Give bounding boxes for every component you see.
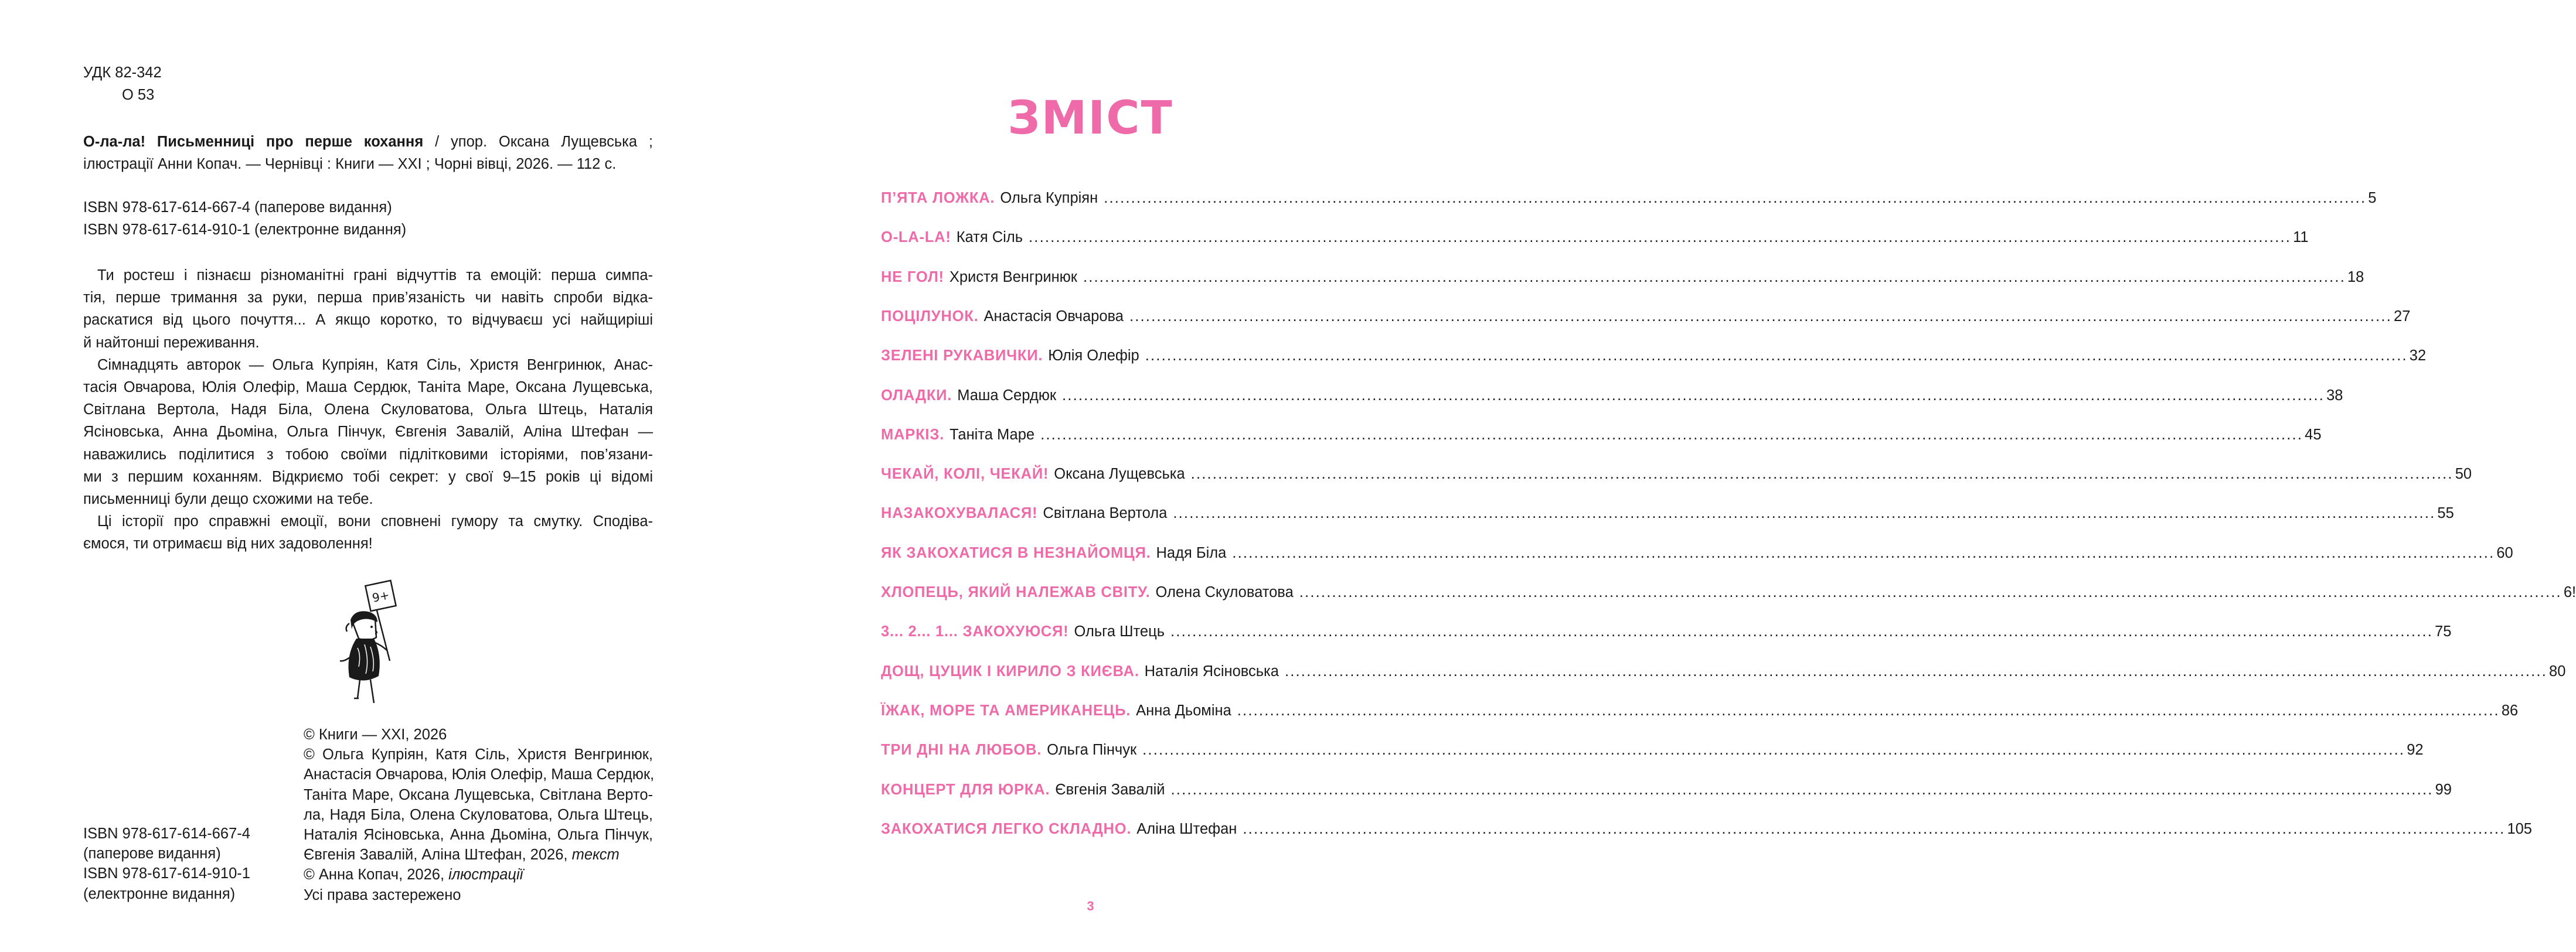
annotation-line: тасія Овчарова, Юлія Олефір, Маша Сердюк, Таніта Маре, Оксана Лущевська, [83, 379, 653, 396]
annotation-line: наважились поділитися з тобою своїми підлітковими історіями, пов’язани- [83, 446, 653, 463]
copyright-block [304, 725, 653, 905]
publisher-info: ілюстрації Анни Копач. — Чернівці : Книги — XXI ; Чорні вівці, 2026. — 112 с. [83, 156, 617, 172]
toc-entry[interactable] [881, 384, 2343, 407]
toc-heading: ЗМІСТ [1008, 92, 1173, 145]
copyright-line: © Ольга Купріян, Катя Сіль, Христя Венгринюк, [304, 746, 653, 763]
toc-entry-author: Аліна Штефан [1136, 820, 1237, 837]
toc-entry-page: 18 [2347, 268, 2364, 285]
toc-entry-author: Ольга Купріян [1000, 190, 1098, 206]
toc-entry-title: МАРКІЗ. [881, 426, 944, 443]
annotation-line: Ясіновська, Анна Дьоміна, Ольга Пінчук, Євгенія Завалій, Аліна Штефан — [83, 424, 653, 441]
age-sign-text: 9+ [370, 588, 391, 605]
imprint-page [0, 0, 727, 952]
toc-entry[interactable] [881, 699, 2519, 722]
toc-entry[interactable] [881, 186, 2377, 210]
toc-entry-author: Катя Сіль [956, 229, 1023, 246]
toc-entry[interactable] [881, 305, 2411, 328]
copyright-line: Наталія Ясіновська, Анна Дьоміна, Ольга Пінчук, [304, 827, 653, 844]
annotation-line: й найтонші переживання. [83, 334, 260, 351]
toc-entry-author: Світлана Вертола [1043, 505, 1168, 522]
toc-leader-dots [1129, 305, 2392, 328]
isbn-line: (електронне видання) [83, 885, 236, 902]
toc-leader-dots [1104, 186, 2366, 210]
toc-entry-title: ЗАКОХАТИСЯ ЛЕГКО СКЛАДНО. [881, 820, 1132, 837]
annotation-line: ми з першим коханням. Відкриємо тобі секрет: у свої 9–15 років ці відомі [83, 468, 653, 485]
page-number: 3 [1087, 899, 1094, 913]
girl-with-sign-illustration [328, 573, 416, 708]
toc-entry-title: 3... 2... 1... ЗАКОХУЮСЯ! [881, 623, 1069, 640]
copyright-line: © Книги — XXI, 2026 [304, 726, 447, 743]
toc-entry-title: ПОЦІЛУНОК. [881, 308, 979, 325]
toc-entry-author: Ольга Пінчук [1047, 742, 1137, 759]
toc-entry-title: ЇЖАК, МОРЕ ТА АМЕРИКАНЕЦЬ. [881, 702, 1131, 719]
toc-entry-page: 60 [2496, 544, 2513, 561]
toc-entry-page: 27 [2394, 308, 2411, 325]
toc-leader-dots [1237, 699, 2500, 722]
copyright-line: ла, Надя Біла, Олена Скуловатова, Ольга Штець, [304, 806, 653, 823]
toc-entry[interactable] [881, 226, 2309, 249]
toc-entry[interactable] [881, 660, 2566, 683]
toc-entry-title: O-LA-LA! [881, 229, 951, 246]
toc-entry-author: Надя Біла [1156, 544, 1227, 561]
toc-entry-author: Христя Венгринюк [949, 268, 1077, 285]
udk-code: УДК 82-342 [83, 64, 162, 81]
annotation-line: письменниці були дещо схожими на тебе. [83, 491, 373, 508]
toc-entry-author: Євгенія Завалій [1055, 781, 1165, 798]
annotation-line: ємося, ти отримаєш від них задоволення! [83, 535, 373, 552]
toc-entry-page: 5 [2368, 190, 2377, 206]
book-title: О-ла-ла! Письменниці про перше кохання [83, 134, 424, 150]
toc-entry-page: 75 [2435, 623, 2452, 640]
toc-entry-author: Наталія Ясіновська [1144, 663, 1279, 680]
annotation-line: Світлана Вертола, Надя Біла, Олена Скуловатова, Ольга Штець, Наталія [83, 401, 653, 418]
toc-entry-page: 92 [2407, 742, 2424, 759]
toc-entry[interactable] [881, 817, 2532, 841]
toc-leader-dots [1299, 581, 2562, 604]
toc-entry-title: ХЛОПЕЦЬ, ЯКИЙ НАЛЕЖАВ СВІТУ. [881, 584, 1151, 600]
toc-entry-title: ЗЕЛЕНІ РУКАВИЧКИ. [881, 347, 1043, 364]
toc-entry-page: 11 [2293, 229, 2309, 246]
toc-entry-title: НАЗАКОХУВАЛАСЯ! [881, 505, 1038, 522]
isbn-bottom-block [83, 824, 250, 904]
toc-entry-page: 6! [2563, 584, 2576, 600]
toc-entry-author: Юлія Олефір [1048, 347, 1139, 364]
copyright-illus-line: © Анна Копач, 2026, ілюстрації [304, 866, 523, 883]
toc-entry[interactable] [881, 501, 2454, 525]
toc-entry-author: Оксана Лущевська [1054, 466, 1185, 483]
toc-leader-dots [1171, 778, 2434, 801]
author-sign: О 53 [122, 87, 155, 103]
toc-leader-dots [1232, 541, 2495, 565]
copyright-illus-word: ілюстрації [448, 866, 523, 883]
annotation-line: Ці історії про справжні емоції, вони сповнені гумору та смутку. Сподіва- [97, 513, 653, 530]
toc-entry-author: Анна Дьоміна [1136, 702, 1231, 719]
toc-entry[interactable] [881, 541, 2513, 565]
isbn-paper: ISBN 978-617-614-667-4 (паперове видання) [83, 199, 392, 216]
toc-entry-page: 99 [2435, 781, 2452, 798]
toc-entry-page: 38 [2326, 387, 2343, 404]
toc-entry[interactable] [881, 738, 2424, 762]
isbn-line: ISBN 978-617-614-667-4 [83, 825, 250, 842]
toc-entry-title: ОЛАДКИ. [881, 387, 952, 404]
copyright-line: Євгенія Завалій, Аліна Штефан, 2026, текст [304, 847, 620, 864]
bibliographic-record [83, 131, 653, 175]
toc-leader-dots [1142, 738, 2405, 762]
toc-leader-dots [1173, 501, 2435, 525]
toc-entry-page: 55 [2437, 505, 2454, 522]
isbn-electronic: ISBN 978-617-614-910-1 (електронне видання) [83, 221, 407, 238]
copyright-text-word: текст [571, 847, 620, 864]
toc-entry[interactable] [881, 620, 2452, 643]
toc-entry[interactable] [881, 265, 2364, 289]
toc-entry-title: ДОЩ, ЦУЦИК І КИРИЛО З КИЄВА. [881, 663, 1139, 680]
copyright-line: Анастасія Овчарова, Юлія Олефір, Маша Сердюк, [304, 766, 655, 783]
toc-leader-dots [1040, 423, 2303, 446]
annotation-line: тія, перше тримання за руки, перша прив’язаність чи навіть спроби відка- [83, 289, 653, 306]
toc-entry[interactable] [881, 462, 2472, 486]
toc-entry-page: 32 [2409, 347, 2427, 364]
toc-entry-page: 105 [2507, 820, 2532, 837]
isbn-block [83, 196, 406, 241]
compiler: / упор. Оксана Лущевська ; [423, 134, 653, 150]
toc-entry-author: Анастасія Овчарова [984, 308, 1124, 325]
toc-leader-dots [1285, 660, 2547, 683]
annotation [83, 264, 653, 555]
rights-reserved: Усі права застережено [304, 886, 461, 903]
toc-entry[interactable] [881, 344, 2427, 367]
toc-entry-page: 45 [2305, 426, 2322, 443]
toc-leader-dots [1243, 817, 2505, 841]
toc-entry-page: 80 [2549, 663, 2566, 680]
toc-entry-title: КОНЦЕРТ ДЛЯ ЮРКА. [881, 781, 1050, 798]
isbn-line: (паперове видання) [83, 845, 221, 862]
toc-entry-title: ТРИ ДНІ НА ЛЮБОВ. [881, 742, 1042, 759]
toc-entry[interactable] [881, 423, 2322, 446]
toc-entry-author: Олена Скуловатова [1155, 584, 1294, 600]
toc-leader-dots [1191, 462, 2454, 486]
toc-entry-author: Ольга Штець [1074, 623, 1165, 640]
toc-leader-dots [1062, 384, 2325, 407]
toc-entry-page: 86 [2501, 702, 2519, 719]
toc-leader-dots [1145, 344, 2408, 367]
contents-page [727, 0, 2576, 952]
annotation-line: Сімнадцять авторок — Ольга Купріян, Катя Сіль, Христя Венгринюк, Анас- [97, 356, 653, 373]
toc-entry-title: НЕ ГОЛ! [881, 268, 944, 285]
toc-leader-dots [1083, 265, 2346, 289]
toc-entry-title: П’ЯТА ЛОЖКА. [881, 190, 995, 206]
copyright-line: Таніта Маре, Оксана Лущевська, Світлана Верто- [304, 786, 653, 803]
toc-entry[interactable] [881, 778, 2452, 801]
isbn-line: ISBN 978-617-614-910-1 [83, 865, 250, 882]
toc-entry-author: Маша Сердюк [957, 387, 1056, 404]
toc-entry-author: Таніта Маре [949, 426, 1035, 443]
toc-entry-title: ЧЕКАЙ, КОЛІ, ЧЕКАЙ! [881, 466, 1049, 483]
annotation-line: раскатися від цього почуття... А якщо коротко, то відчуваєш усі найщиріші [83, 312, 653, 329]
toc-leader-dots [1170, 620, 2433, 643]
annotation-line: Ти ростеш і пізнаєш різноманітні грані відчуттів та емоцій: перша симпа- [97, 267, 653, 284]
toc-entry[interactable] [881, 581, 2576, 604]
toc-entry-page: 50 [2455, 466, 2472, 483]
toc-entry-title: ЯК ЗАКОХАТИСЯ В НЕЗНАЙОМЦЯ. [881, 544, 1151, 561]
toc-leader-dots [1029, 226, 2291, 249]
